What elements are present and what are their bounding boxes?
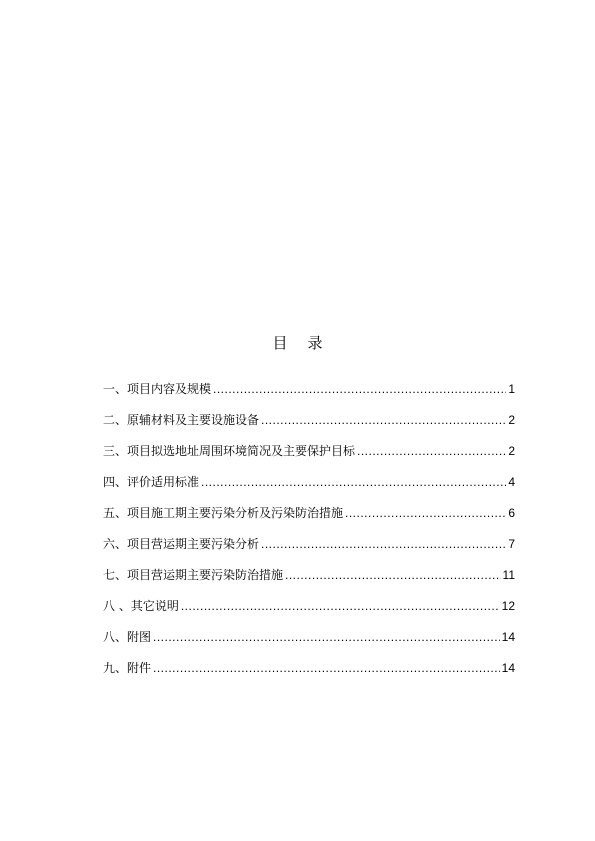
toc-entry[interactable] [103, 411, 515, 442]
toc-entry-label: 六、项目营运期主要污染分析 [103, 537, 260, 551]
toc-entry-page: 6 [508, 506, 515, 520]
toc-entry-label: 五、项目施工期主要污染分析及污染防治措施 [103, 506, 344, 520]
toc-entry[interactable] [103, 504, 515, 535]
toc-entry-page: 14 [501, 661, 515, 675]
toc-dot-leader [285, 566, 501, 584]
toc-dot-leader [213, 380, 506, 398]
toc-entry[interactable] [103, 473, 515, 504]
toc-dot-leader [201, 473, 506, 491]
toc-entry-label: 三、项目拟选地址周围环境简况及主要保护目标 [103, 444, 356, 458]
toc-entry-page: 2 [508, 444, 515, 458]
toc-dot-leader [261, 411, 506, 429]
toc-entry[interactable] [103, 659, 515, 690]
toc-entry-page: 4 [508, 475, 515, 489]
toc-entry[interactable] [103, 380, 515, 411]
toc-dot-leader [153, 659, 500, 677]
toc-entry-label: 八、附图 [103, 630, 152, 644]
toc-entry-page: 11 [502, 568, 515, 582]
toc-dot-leader [357, 442, 506, 460]
toc-title: 目录 [272, 334, 343, 352]
toc-entry-page: 2 [508, 413, 515, 427]
toc-entry[interactable] [103, 535, 515, 566]
toc-dot-leader [345, 504, 506, 522]
toc-entry-label: 二、原辅材料及主要设施设备 [103, 413, 260, 427]
toc-entry-label: 八 、其它说明 [103, 599, 179, 613]
toc-entry[interactable] [103, 442, 515, 473]
toc-dot-leader [181, 597, 500, 615]
toc-dot-leader [153, 628, 500, 646]
toc-entry-label: 九、附件 [103, 661, 152, 675]
table-of-contents [103, 380, 515, 690]
toc-entry-page: 12 [501, 599, 515, 613]
toc-entry-page: 7 [508, 537, 515, 551]
toc-entry-page: 14 [501, 630, 515, 644]
toc-entry-label: 七、项目营运期主要污染防治措施 [103, 568, 284, 582]
toc-entry[interactable] [103, 628, 515, 659]
toc-entry[interactable] [103, 597, 515, 628]
toc-entry[interactable] [103, 566, 515, 597]
toc-entry-page: 1 [508, 382, 515, 396]
toc-entry-label: 四、评价适用标准 [103, 475, 200, 489]
toc-dot-leader [261, 535, 506, 553]
toc-entry-label: 一、项目内容及规模 [103, 382, 212, 396]
